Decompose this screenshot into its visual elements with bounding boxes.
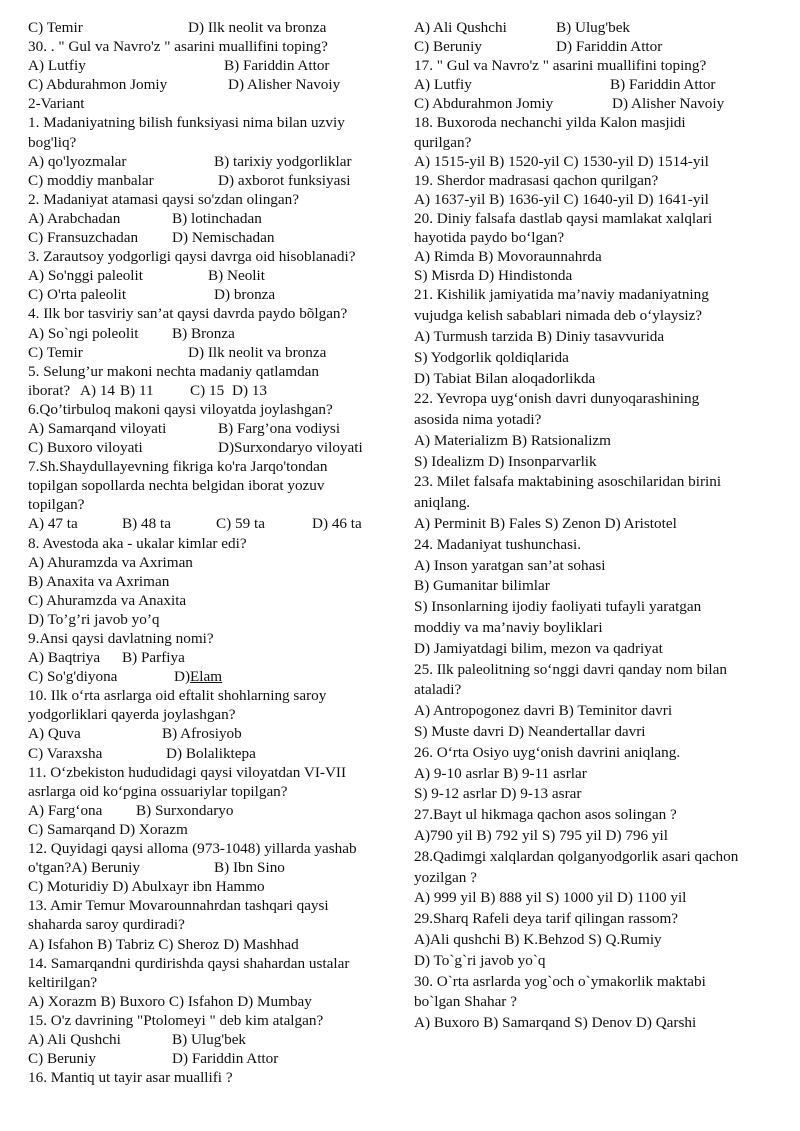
text-segment: A) 9-10 asrlar B) 9-11 asrlar: [414, 764, 587, 782]
text-segment: 30. . " Gul va Navro'z " asarini muallifini toping?: [28, 38, 328, 56]
text-line: [28, 724, 396, 743]
text-line: [28, 591, 396, 610]
text-segment: aniqlang.: [414, 494, 471, 512]
text-segment: A) Rimda B) Movoraunnahrda: [414, 248, 602, 266]
text-segment: 17. " Gul va Navro'z " asarini muallifini toping?: [414, 57, 707, 75]
text-segment: 2-Variant: [28, 95, 85, 113]
text-line: [28, 381, 396, 400]
text-segment: 28.Qadimgi xalqlardan qolganyodgorlik asari qachon: [414, 847, 739, 865]
text-line: [414, 56, 780, 75]
text-segment: B) Anaxita va Axriman: [28, 572, 170, 590]
text-segment: bog'liq?: [28, 133, 77, 151]
text-segment: A) 999 yil B) 888 yil S) 1000 yil D) 1100 yil: [414, 889, 687, 907]
text-line: [28, 763, 396, 782]
text-segment: C) Abdurahmon Jomiy: [414, 95, 554, 113]
text-segment: 5. Selung’ur makoni nechta madaniy qatlamdan: [28, 362, 320, 380]
text-segment: 7.Sh.Shaydullayevning fikriga ko'ra Jarqo'tondan: [28, 458, 328, 476]
text-line: [28, 400, 396, 419]
text-line: [28, 648, 396, 667]
text-line: [28, 133, 396, 152]
text-line: [414, 556, 780, 577]
text-segment: A) Ali Qushchi: [28, 1030, 121, 1048]
text-segment: D) 13: [232, 381, 268, 399]
text-segment: S) 9-12 asrlar D) 9-13 asrar: [414, 785, 582, 803]
text-segment: A) Farg‘ona: [28, 801, 103, 819]
text-segment: 15. O'z davrining "Ptolomeyi " deb kim atalgan?: [28, 1011, 324, 1029]
text-segment: D) Alisher Navoiy: [228, 76, 341, 94]
text-line: [28, 37, 396, 56]
text-line: [414, 784, 780, 805]
text-segment: C) So'g'diyona: [28, 668, 118, 686]
text-segment: A) Inson yaratgan san’at sohasi: [414, 556, 606, 574]
text-line: [414, 133, 780, 152]
text-segment: S) Yodgorlik qoldiqlarida: [414, 348, 569, 366]
text-segment: 4. Ilk bor tasviriy san’at qaysi davrda paydo bõlgan?: [28, 305, 348, 323]
text-line: [414, 826, 780, 847]
text-line: [28, 419, 396, 438]
text-segment: A) Arabchadan: [28, 209, 121, 227]
text-segment: C) Varaxsha: [28, 744, 103, 762]
text-segment: yozilgan ?: [414, 868, 477, 886]
text-segment: 16. Mantiq ut tayir asar muallifi ?: [28, 1069, 233, 1087]
text-line: [28, 304, 396, 323]
text-line: [28, 152, 396, 171]
text-line: [28, 954, 396, 973]
text-segment: hayotida paydo bo‘lgan?: [414, 229, 565, 247]
text-segment: C) Beruniy: [28, 1050, 96, 1068]
text-segment: qurilgan?: [414, 133, 472, 151]
text-segment: C) moddiy manbalar: [28, 171, 154, 189]
text-line: [28, 915, 396, 934]
text-segment: B) Fariddin Attor: [224, 57, 330, 75]
text-segment: 29.Sharq Rafeli deya tarif qilingan rassom?: [414, 910, 679, 928]
text-segment: A) 14: [80, 381, 116, 399]
text-line: [414, 452, 780, 473]
text-segment: A) Samarqand viloyati: [28, 419, 167, 437]
text-line: [414, 472, 780, 493]
text-line: [414, 847, 780, 868]
text-segment: yodgorliklari qayerda joylashgan?: [28, 706, 236, 724]
text-line: [414, 888, 780, 909]
text-line: [414, 576, 780, 597]
text-line: [28, 343, 396, 362]
text-segment: asosida nima yotadi?: [414, 411, 542, 429]
text-line: [414, 680, 780, 701]
text-segment: 23. Milet falsafa maktabining asoschilaridan birini: [414, 473, 722, 491]
text-segment: C) Temir: [28, 343, 83, 361]
text-segment: A) Perminit B) Fales S) Zenon D) Aristotel: [414, 515, 677, 533]
text-line: [414, 597, 780, 618]
text-line: [414, 909, 780, 930]
text-segment: D) Jamiyatdagi bilim, mezon va qadriyat: [414, 639, 663, 657]
right-column: [414, 18, 780, 1034]
text-segment: A) Ali Qushchi: [414, 19, 507, 36]
text-segment: shaharda saroy qurdiradi?: [28, 916, 185, 934]
text-segment: A) Buxoro B) Samarqand S) Denov D) Qarshi: [414, 1014, 697, 1032]
text-line: [414, 152, 780, 171]
text-line: [28, 75, 396, 94]
text-segment: 9.Ansi qaysi davlatning nomi?: [28, 630, 214, 647]
text-line: [414, 327, 780, 348]
text-line: [28, 476, 396, 495]
text-segment: B) Bronza: [172, 324, 235, 342]
text-segment: D) Alisher Navoiy: [612, 95, 725, 113]
text-line: [414, 266, 780, 285]
text-segment: 22. Yevropa uyg‘onish davri dunyoqarashining: [414, 390, 700, 408]
text-segment: A)Ali qushchi B) K.Behzod S) Q.Rumiy: [414, 931, 662, 949]
text-segment: bo`lgan Shahar ?: [414, 993, 517, 1011]
text-line: [28, 171, 396, 190]
text-segment: D) 46 ta: [312, 515, 362, 533]
text-segment: B) Afrosiyob: [162, 725, 242, 743]
text-segment: topilgan?: [28, 496, 85, 514]
text-line: [28, 572, 396, 591]
text-segment: A) Turmush tarzida B) Diniy tasavvurida: [414, 327, 665, 345]
text-segment: B) Ulug'bek: [556, 19, 631, 36]
text-line: [28, 228, 396, 247]
text-segment: 12. Quyidagi qaysi alloma (973-1048) yillarda yashab: [28, 840, 357, 858]
text-segment: A) 1637-yil B) 1636-yil C) 1640-yil D) 1641-yil: [414, 190, 709, 208]
text-line: [414, 228, 780, 247]
text-line: [414, 764, 780, 785]
text-line: [414, 369, 780, 390]
text-line: [28, 362, 396, 381]
text-segment: keltirilgan?: [28, 973, 98, 991]
text-line: [28, 190, 396, 209]
text-segment: C) Temir: [28, 19, 83, 36]
text-segment: 2. Madaniyat atamasi qaysi so'zdan olingan?: [28, 190, 299, 208]
text-segment: D) Ilk neolit va bronza: [188, 19, 327, 36]
text-segment: A) So`ngi poleolit: [28, 324, 139, 342]
text-line: [414, 805, 780, 826]
text-segment: B) Gumanitar bilimlar: [414, 577, 550, 595]
text-segment: vujudga kelish sabablari nimada deb o‘ylaysiz?: [414, 307, 703, 325]
text-segment: C) O'rta paleolit: [28, 286, 127, 304]
text-line: [414, 701, 780, 722]
text-segment: B) Ulug'bek: [172, 1030, 247, 1048]
text-line: [28, 801, 396, 820]
text-segment: S) Insonlarning ijodiy faoliyati tufayli yaratgan: [414, 598, 702, 616]
text-segment: A) Isfahon B) Tabriz C) Sheroz D) Mashhad: [28, 935, 299, 953]
text-line: [414, 171, 780, 190]
text-line: [28, 686, 396, 705]
text-line: [414, 535, 780, 556]
text-segment: 20. Diniy falsafa dastlab qaysi mamlakat xalqlari: [414, 209, 713, 227]
text-line: [28, 820, 396, 839]
text-line: [414, 972, 780, 993]
text-segment: B) 11: [120, 381, 154, 399]
text-segment: C) 15: [190, 381, 225, 399]
text-segment: A)790 yil B) 792 yil S) 795 yil D) 796 yil: [414, 827, 668, 845]
text-line: [28, 705, 396, 724]
text-segment: B) lotinchadan: [172, 209, 262, 227]
text-segment: B) 48 ta: [122, 515, 171, 533]
text-line: [414, 190, 780, 209]
text-line: [28, 18, 396, 37]
text-line: [28, 744, 396, 763]
text-segment: 19. Sherdor madrasasi qachon qurilgan?: [414, 171, 659, 189]
text-segment: B) Parfiya: [122, 649, 185, 667]
text-segment: C) Abdurahmon Jomiy: [28, 76, 168, 94]
text-segment: 10. Ilk o‘rta asrlarga oid eftalit shohlarning saroy: [28, 687, 327, 705]
text-segment: D) Bolaliktepa: [166, 744, 256, 762]
text-line: [414, 247, 780, 266]
text-segment: C) Buxoro viloyati: [28, 439, 143, 457]
text-segment: ataladi?: [414, 681, 462, 699]
text-line: [414, 868, 780, 889]
text-segment: 27.Bayt ul hikmaga qachon asos solingan ?: [414, 806, 677, 824]
text-segment: 6.Qo’tirbuloq makoni qaysi viloyatda joylashgan?: [28, 400, 333, 418]
text-segment: A) Antropogonez davri B) Teminitor davri: [414, 702, 673, 720]
text-line: [414, 1013, 780, 1034]
text-line: [414, 514, 780, 535]
text-line: [414, 410, 780, 431]
text-line: [414, 285, 780, 306]
text-segment: C) 59 ta: [216, 515, 265, 533]
text-segment: 30. O`rta asrlarda yog`och o`ymakorlik maktabi: [414, 972, 706, 990]
text-line: [414, 209, 780, 228]
text-line: [414, 348, 780, 369]
text-line: [28, 1011, 396, 1030]
text-line: [414, 18, 780, 37]
text-segment: 8. Avestoda aka - ukalar kimlar edi?: [28, 534, 247, 552]
text-segment: D) Tabiat Bilan aloqadorlikda: [414, 369, 596, 387]
text-line: [414, 930, 780, 951]
text-segment: D) Nemischadan: [172, 229, 275, 247]
text-line: [414, 639, 780, 660]
text-line: [414, 113, 780, 132]
text-line: [28, 514, 396, 533]
text-segment: D) bronza: [214, 286, 276, 304]
text-line: [414, 94, 780, 113]
text-segment: B) Neolit: [208, 267, 265, 285]
text-line: [28, 285, 396, 304]
text-line: [28, 113, 396, 132]
text-segment: D) To’g’ri javob yo’q: [28, 610, 160, 628]
text-segment: 24. Madaniyat tushunchasi.: [414, 535, 582, 553]
text-line: [28, 457, 396, 476]
text-segment: A) Baqtriya: [28, 649, 101, 667]
text-segment: iborat?: [28, 381, 71, 399]
text-segment: D) Ilk neolit va bronza: [188, 343, 327, 361]
text-segment: B) Surxondaryo: [136, 801, 234, 819]
text-line: [414, 37, 780, 56]
text-segment: 11. O‘zbekiston hududidagi qaysi viloyatdan VI-VII: [28, 763, 347, 781]
text-segment: D) Fariddin Attor: [556, 38, 663, 56]
text-line: [414, 306, 780, 327]
text-segment: 21. Kishilik jamiyatida ma’naviy madaniyatning: [414, 286, 709, 304]
text-segment: A) qo'lyozmalar: [28, 152, 127, 170]
text-line: [414, 493, 780, 514]
text-line: [414, 992, 780, 1013]
text-segment: C) Fransuzchadan: [28, 229, 139, 247]
text-segment: A) Quva: [28, 725, 81, 743]
text-line: [28, 629, 396, 648]
text-line: [28, 610, 396, 629]
text-line: [28, 247, 396, 266]
text-line: [28, 1030, 396, 1049]
text-segment: C) Samarqand D) Xorazm: [28, 820, 188, 838]
text-segment: A) Lutfiy: [414, 76, 472, 94]
text-line: [28, 438, 396, 457]
text-line: [28, 553, 396, 572]
text-segment: 3. Zarautsoy yodgorligi qaysi davrga oid hisoblanadi?: [28, 248, 356, 266]
text-line: [28, 896, 396, 915]
text-segment: A) Materializm B) Ratsionalizm: [414, 431, 611, 449]
text-segment: A) Ahuramzda va Axriman: [28, 553, 193, 571]
text-line: [28, 858, 396, 877]
text-line: [28, 495, 396, 514]
text-segment: D) axborot funksiyasi: [218, 171, 351, 189]
text-segment: A) 1515-yil B) 1520-yil C) 1530-yil D) 1514-yil: [414, 152, 709, 170]
text-line: [28, 56, 396, 75]
text-segment: 13. Amir Temur Movarounnahrdan tashqari qaysi: [28, 897, 329, 915]
text-segment: moddiy va ma’naviy boyliklari: [414, 619, 603, 637]
text-segment: B) Ibn Sino: [214, 859, 285, 877]
text-segment: 25. Ilk paleolitning so‘nggi davri qanday nom bilan: [414, 660, 727, 678]
text-line: [414, 75, 780, 94]
text-segment: B) Farg’ona vodiysi: [218, 419, 341, 437]
text-line: [28, 1049, 396, 1068]
text-segment: asrlarga oid ko‘pgina ossuariylar topilgan?: [28, 782, 288, 800]
text-line: [28, 266, 396, 285]
text-line: [414, 618, 780, 639]
left-column: [28, 18, 396, 1087]
text-segment: 1. Madaniyatning bilish funksiyasi nima bilan uzviy: [28, 114, 345, 132]
text-line: [28, 877, 396, 896]
text-line: [414, 431, 780, 452]
text-line: [414, 951, 780, 972]
text-line: [28, 324, 396, 343]
text-segment: D): [174, 668, 191, 686]
text-line: [28, 935, 396, 954]
text-line: [28, 667, 396, 686]
text-segment: S) Muste davri D) Neandertallar davri: [414, 723, 646, 741]
text-segment: D) To`g`ri javob yo`q: [414, 951, 546, 969]
text-segment: B) tarixiy yodgorliklar: [214, 152, 352, 170]
text-segment: 18. Buxoroda nechanchi yilda Kalon masjidi: [414, 114, 686, 132]
text-line: [28, 992, 396, 1011]
text-segment: D)Surxondaryo viloyati: [218, 439, 363, 457]
text-segment: S) Misrda D) Hindistonda: [414, 267, 573, 285]
text-line: [28, 534, 396, 553]
text-segment: Elam: [190, 668, 223, 686]
text-segment: A) So'nggi paleolit: [28, 267, 143, 285]
text-segment: B) Fariddin Attor: [610, 76, 716, 94]
text-line: [28, 1068, 396, 1087]
text-segment: A) Lutfiy: [28, 57, 86, 75]
text-line: [28, 973, 396, 992]
text-line: [28, 782, 396, 801]
text-segment: C) Ahuramzda va Anaxita: [28, 591, 187, 609]
text-segment: topilgan sopollarda nechta belgidan iborat yozuv: [28, 477, 325, 495]
text-segment: A) 47 ta: [28, 515, 78, 533]
text-segment: 26. O‘rta Osiyo uyg‘onish davrini aniqlang.: [414, 743, 681, 761]
text-line: [414, 660, 780, 681]
text-line: [28, 839, 396, 858]
text-segment: o'tgan?A) Beruniy: [28, 859, 140, 877]
text-line: [414, 389, 780, 410]
text-line: [28, 209, 396, 228]
text-line: [28, 94, 396, 113]
text-segment: C) Moturidiy D) Abulxayr ibn Hammo: [28, 878, 265, 896]
text-line: [414, 722, 780, 743]
text-segment: C) Beruniy: [414, 38, 482, 56]
text-segment: A) Xorazm B) Buxoro C) Isfahon D) Mumbay: [28, 992, 312, 1010]
text-segment: D) Fariddin Attor: [172, 1050, 279, 1068]
text-segment: 14. Samarqandni qurdirishda qaysi shahardan ustalar: [28, 954, 350, 972]
text-line: [414, 743, 780, 764]
text-segment: S) Idealizm D) Insonparvarlik: [414, 452, 597, 470]
